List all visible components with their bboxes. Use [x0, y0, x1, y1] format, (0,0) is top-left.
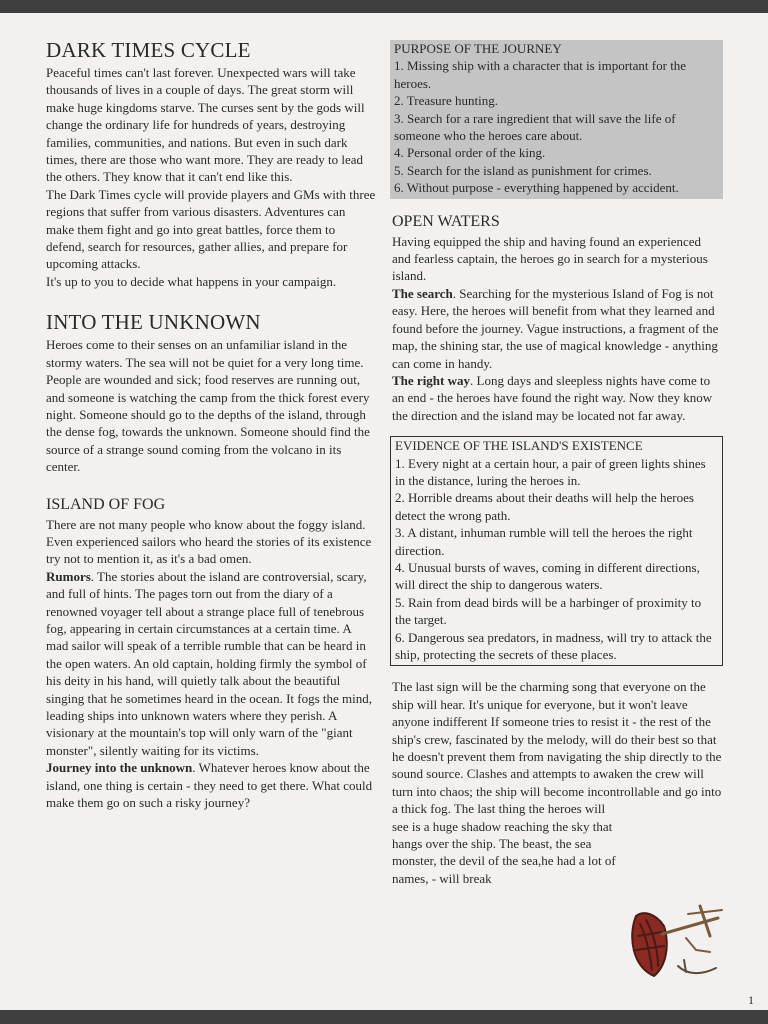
island-of-fog-para: There are not many people who know about the foggy island. Even experienced sailors who heard the stories of its existence try not to mention it, as it's a bad omen.	[46, 516, 372, 567]
search-text: . Searching for the mysterious Island of Fog is not easy. Here, the heroes will benefit from what they learned and found before the journey. Vague instructions, a fragment of the map, the shining star, the use of magical knowledge - anything can come in handy.	[392, 285, 719, 371]
page-number: 1	[748, 993, 754, 1007]
last-sign-block	[392, 678, 722, 887]
dark-times-para-3: It's up to you to decide what happens in your campaign.	[46, 273, 337, 289]
purpose-item: 3. Search for a rare ingredient that will save the life of someone who the heroes care about.	[394, 110, 676, 144]
rumors-para	[46, 568, 376, 759]
purpose-item: 5. Search for the island as punishment for crimes.	[394, 162, 652, 178]
dark-times-para-2: The Dark Times cycle will provide players and GMs with three regions that suffer from various disasters. Adventures can make them fight and go into great battles, force them to defend, search for resources, gather allies, and prepare for upcoming attacks.	[46, 186, 376, 272]
purpose-item: 6. Without purpose - everything happened by accident.	[394, 180, 679, 196]
journey-text: . Whatever heroes know about the island, one thing is certain - they need to get there. What could make them go on such a risky journey?	[46, 760, 373, 811]
left-column	[46, 36, 376, 811]
evidence-item: 5. Rain from dead birds will be a harbinger of proximity to the target.	[395, 594, 702, 628]
open-waters-para: Having equipped the ship and having found an experienced and fearless captain, the heroes go in search for a mysterious island.	[392, 233, 708, 284]
purpose-item: 1. Missing ship with a character that is important for the heroes.	[394, 58, 687, 91]
rumors-text: . The stories about the island are controversial, scary, and full of hints. The pages torn out from the diary of a renowned voyager tell about a strange place full of tenebrous fog, appearing in certain circumstances at a certain time. A mad sailor will speak of a terrible rumble that can be heard in the open waters. An old captain, holding firmly the symbol of his deity in his hand, will quietly talk about the beautiful singing that he sometimes heard in the ocean. It fogs the mind, leading ships into unknown waters where they perish. A visionary at the mountain's top will only warn of the "giant monster", silently waiting for its victims.	[46, 568, 373, 758]
evidence-box	[390, 436, 723, 666]
evidence-item: 6. Dangerous sea predators, in madness, will try to attack the ship, protecting the secrets of these places.	[395, 629, 712, 662]
bottom-bar	[0, 1010, 768, 1024]
dark-times-para-1: Peaceful times can't last forever. Unexpected wars will take thousands of lives in a couple of days. The great storm will make huge kingdoms starve. The curses sent by the gods will change the ordinary life for hundreds of years, destroying families, communities, and nations. But even in such dark times, there are those who want more. They are ready to lead the others. They know that it can't end like this.	[46, 65, 365, 185]
evidence-item: 3. A distant, inhuman rumble will tell the heroes the right direction.	[395, 525, 693, 558]
purpose-item: 4. Personal order of the king.	[394, 145, 546, 161]
island-of-fog-title: ISLAND OF FOG	[46, 495, 166, 513]
top-bar	[0, 0, 768, 13]
right-column	[392, 40, 722, 887]
search-para	[392, 285, 722, 372]
dark-times-title: DARK TIMES CYCLE	[46, 38, 251, 62]
purpose-title: PURPOSE OF THE JOURNEY	[394, 41, 562, 56]
last-sign-para-wrap: see is a huge shadow reaching the sky that hangs over the ship. The beast, the sea monster, the devil of the sea,he had a lot of names, - will break	[392, 818, 616, 886]
into-unknown-title: INTO THE UNKNOWN	[46, 310, 261, 335]
open-waters-title: OPEN WATERS	[392, 212, 500, 230]
journey-para	[46, 759, 376, 811]
evidence-item: 1. Every night at a certain hour, a pair of green lights shines in the distance, luring the heroes in.	[395, 455, 706, 488]
evidence-title: EVIDENCE OF THE ISLAND'S EXISTENCE	[395, 438, 643, 454]
sinking-ship-icon	[626, 896, 726, 984]
right-way-label: The right way	[392, 372, 470, 388]
right-way-para	[392, 372, 722, 424]
search-label: The search	[392, 285, 453, 301]
rumors-label: Rumors	[46, 568, 91, 584]
purpose-item: 2. Treasure hunting.	[394, 93, 498, 109]
last-sign-para: The last sign will be the charming song that everyone on the ship will hear. It's unique for everyone, but it won't leave anyone indifferent If someone tries to resist it - the rest of the ship's crew, fascinated by the melody, will do their best so that he doesn't prevent them from navigating the ship directly to the sound source. Clashes and attempts to awaken the crew will turn into chaos; the ship will become incontrollable and go into a thick fog. The last thing the heroes will	[392, 679, 722, 817]
into-unknown-para: Heroes come to their senses on an unfamiliar island in the stormy waters. The sea will not be quiet for a very long time. People are wounded and sick; food reserves are running out, and someone is watching the camp from the thick forest every night. Someone should go to the depths of the island, through the dense fog, towards the unknown. Someone should find the source of a strange sound coming from the volcano in its center.	[46, 337, 370, 475]
evidence-item: 2. Horrible dreams about their deaths will help the heroes detect the wrong path.	[395, 490, 694, 523]
journey-label: Journey into the unknown	[46, 760, 193, 776]
purpose-box	[390, 40, 723, 199]
right-way-text: . Long days and sleepless nights have come to an end - the heroes have found the right way. Now they know the direction and the island may be located not far away.	[392, 372, 713, 423]
evidence-item: 4. Unusual bursts of waves, coming in different directions, will direct the ship to dangerous waters.	[395, 559, 700, 593]
